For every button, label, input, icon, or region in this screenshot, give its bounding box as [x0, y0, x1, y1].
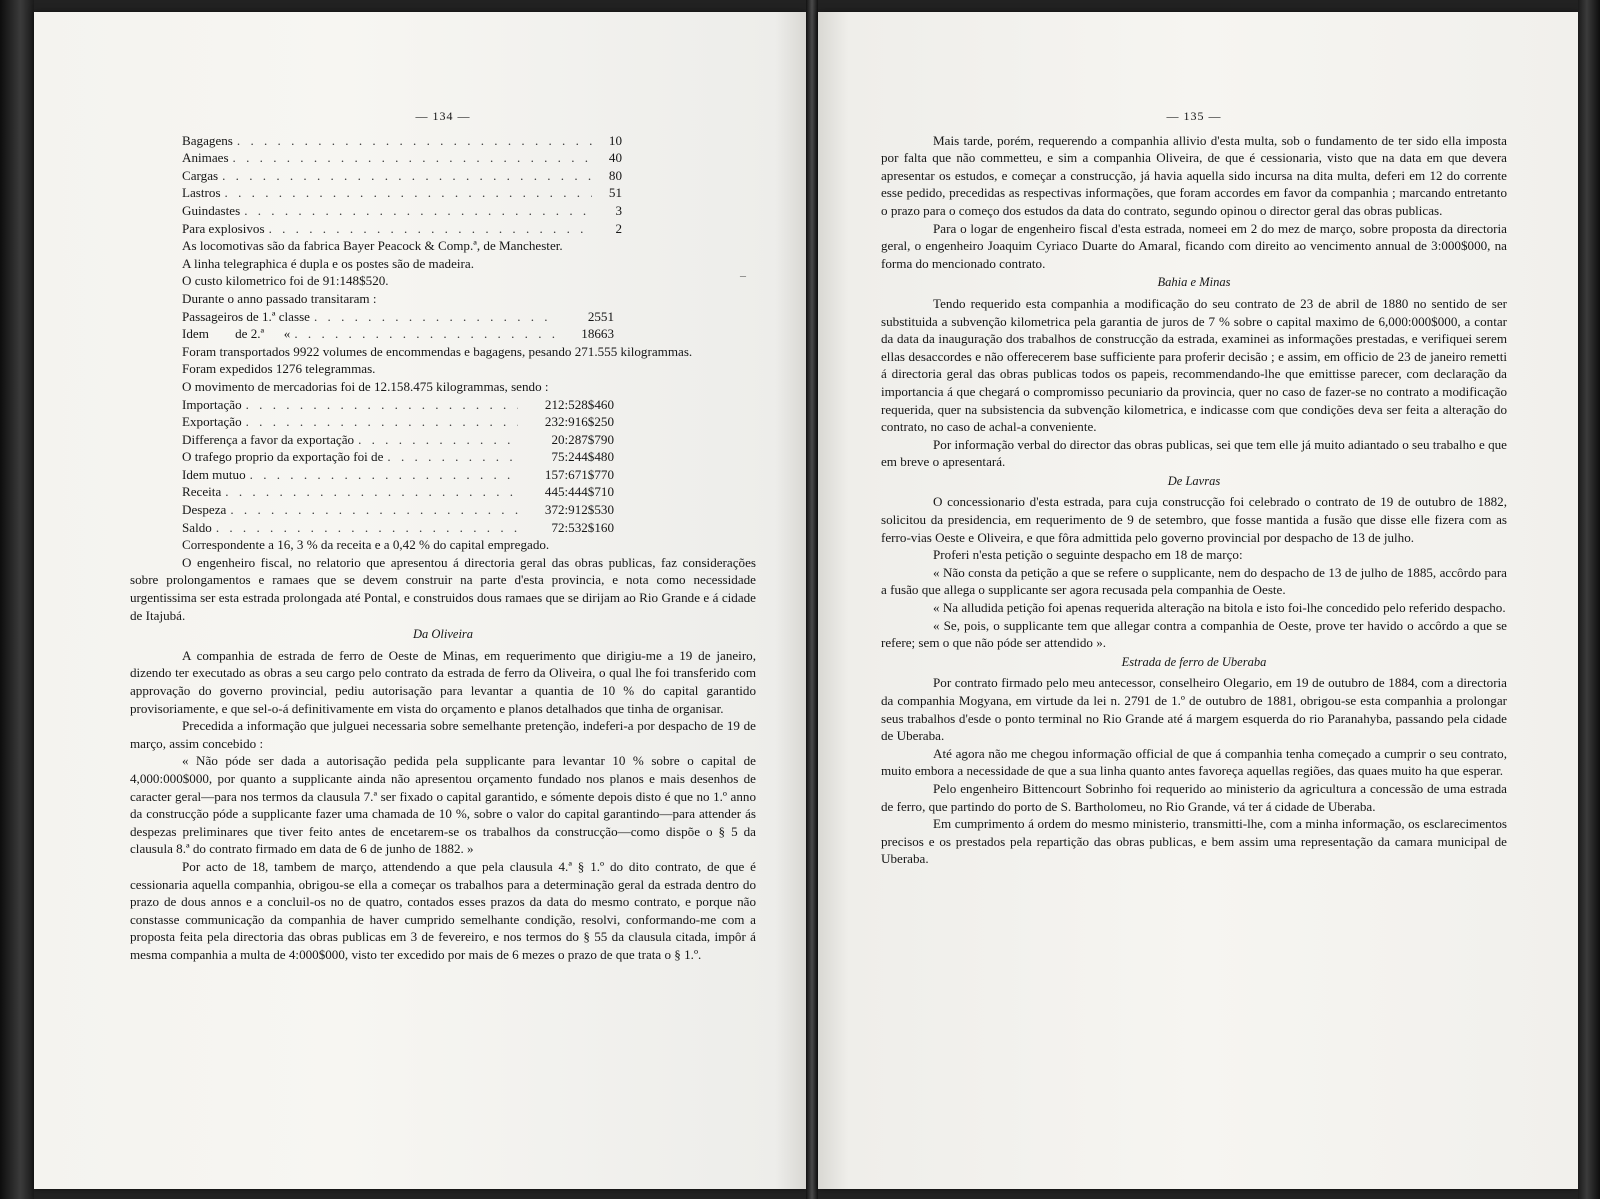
paragraph: Precedida a informação que julguei necessaria sobre semelhante pretenção, indeferi-a por despacho de 19 de março, assim concebido :: [130, 718, 756, 751]
list-row: [182, 132, 622, 150]
vehicle-list: [182, 132, 622, 238]
row-value: 18663: [581, 326, 614, 342]
list-row: [182, 308, 614, 326]
page-number: — 135 —: [1166, 109, 1222, 123]
row-label: Lastros: [182, 185, 221, 201]
row-label: Guindastes: [182, 202, 241, 218]
row-label: Differença a favor da exportação: [182, 431, 355, 447]
paragraph: Tendo requerido esta companhia a modificação do seu contrato de 23 de abril de 1880 no sentido de ser substituida a subvenção kilometrica pela garantia de juros de 7 % sobre o capital maximo de 6,000:000$000, a contar da data da inauguração dos trabalhos de construcção da estrada, examinei as informações prestadas, e verifiquei serem ellas desaccordes e não offerecerem base sufficiente para proferir decisão ; e assim, em officio de 23 de janeiro remetti á directoria geral das obras publicas todos os papeis, recommendando-lhe que emittisse parecer, com declaração da importancia á que chegará o compromisso pecuniario da provincia, quer no caso de fazer-se no contrato a modificação requerida, quer na subsistencia da subvenção kilometrica, e indicasse com que condições deva ser feita a alteração do contrato, no caso de achal-a conveniente.: [881, 295, 1507, 435]
scan-edge-left: [0, 0, 34, 1199]
paragraph: Proferi n'esta petição o seguinte despacho em 18 de março:: [933, 547, 1243, 563]
row-label: Idem mutuo: [182, 466, 246, 482]
paragraph: « Se, pois, o supplicante tem que allegar contra a companhia de Oeste, prove ter havido o accôrdo a que se refere; sem o que não póde ser attendido ».: [881, 617, 1507, 651]
paragraph: « Não consta da petição a que se refere o supplicante, nem do despacho de 13 de julho de 1885, accôrdo para a fusão que allega o supplicante ser agora recusada pela companhia de Oeste.: [881, 564, 1507, 598]
row-value: 445:444$710: [544, 484, 614, 500]
row-value: 2551: [587, 308, 614, 324]
list-row: [182, 396, 614, 414]
list-row: [182, 448, 614, 466]
paragraph: Mais tarde, porém, requerendo a companhia allivio d'esta multa, sob o fundamento de ter sido ella imposta por falta que não commetteu, e sim a companhia Oliveira, de que é cessionaria, visto que na data em que devera apresentar os estudos, e começar a construcção, já havia aquella sido incursa na dita multa, deferi em 12 do corrente esse pedido, precedidas as respectivas informações, que foram accordes em favor da companhia ; marcando entretanto o prazo para o começo dos estudos da data do contrato, segundo opinou o director geral das obras publicas.: [881, 132, 1507, 218]
list-row: [182, 413, 614, 431]
paragraph: Em cumprimento á ordem do mesmo ministerio, transmitti-lhe, com a minha informação, os esclarecimentos precisos e os prestados pela repartição das obras publicas, e bem assim uma representação da camara municipal de Uberaba.: [881, 816, 1507, 867]
row-value: 75:244$480: [551, 449, 614, 465]
list-row: [182, 466, 614, 484]
row-label: Bagagens: [182, 132, 233, 148]
row-value: 72:532$160: [551, 519, 614, 535]
passenger-list: [182, 308, 614, 343]
list-row: [182, 431, 614, 449]
paragraph: Pelo engenheiro Bittencourt Sobrinho foi requerido ao ministerio da agricultura a concessão de uma estrada de ferro, que partindo do porto de S. Bartholomeu, no Rio Grande, vá ter á cidade de Uberaba.: [881, 780, 1507, 814]
paragraph: « Não póde ser dada a autorisação pedida pela supplicante para levantar 10 % sobre o capital de 4,000:000$000, por quanto a supplicante ainda não apresentou orçamento fundado nos planos e mais desenhos de caracter geral—para nos termos da clausula 7.ª ser fixado o capital garantido, e sómente depois disto é que no 1.º anno da construcção póde a supplicante fazer uma chamada de 10 %, sobre o valor do capital garantindo—para attender ás despezas preliminares que tiver feito antes de encetarem-se os trabalhos da construcção—como dispõe o § 5 da clausula 8.ª do contrato firmado em data de 6 de junho de 1882. »: [130, 753, 756, 857]
list-row: [182, 501, 614, 519]
page-135-content: [881, 108, 1507, 868]
paragraph: O concessionario d'esta estrada, para cuja construcção foi celebrado o contrato de 19 de outubro de 1882, solicitou da presidencia, em requerimento de 9 de setembro, que fosse mantida a fusão que disse elle fizera com as ferro-vias Oeste e Oliveira, e que fôra admittida pelo governo provincial por despacho de 13 de julho.: [881, 494, 1507, 545]
paragraph: A linha telegraphica é dupla e os postes são de madeira.: [182, 255, 474, 271]
finance-list: [182, 396, 614, 537]
list-row: [182, 519, 614, 537]
row-value: 3: [615, 202, 622, 218]
list-row: [182, 167, 622, 185]
row-value: 2: [615, 220, 622, 236]
paragraph: Correspondente a 16, 3 % da receita e a 0,42 % do capital empregado.: [182, 537, 550, 553]
row-value: 51: [608, 185, 622, 201]
section-heading: Da Oliveira: [412, 627, 474, 642]
paragraph: Durante o anno passado transitaram :: [182, 290, 377, 306]
paragraph: Foram expedidos 1276 telegrammas.: [182, 361, 376, 377]
paragraph: Por acto de 18, tambem de março, attendendo a que pela clausula 4.ª § 1.º do dito contrato, de que é cessionaria aquella companhia, obrigou-se ella a começar os trabalhos para a determinação geral da estrada dentro do prazo de dous annos e a concluil-os no de quatro, contados esses prazos da data do mesmo contrato, e porque não constasse communicação da companhia de haver cumprido semelhante condição, resolvi, conformando-me com a proposta feita pela directoria das obras publicas em 3 de fevereiro, e nos termos do § 55 da clausula citada, impôr á mesma companhia a multa de 4:000$000, visto ter excedido por mais de 6 mezes o prazo de que trata o § 1.º.: [130, 858, 756, 962]
row-value: 212:528$460: [544, 396, 614, 412]
paragraph: « Na alludida petição foi apenas requerida alteração na bitola e isto foi-lhe concedido pelo referido despacho.: [933, 600, 1506, 616]
list-row: [182, 220, 622, 238]
page-134-content: [130, 108, 756, 964]
page-number: — 134 —: [415, 109, 471, 123]
scan-edge-right: [1578, 0, 1600, 1199]
ink-mark: –: [740, 268, 746, 282]
row-label: O trafego proprio da exportação foi de: [182, 449, 384, 465]
paragraph: As locomotivas são da fabrica Bayer Peacock & Comp.ª, de Manchester.: [182, 238, 563, 254]
row-value: 157:671$770: [544, 466, 614, 482]
row-label: Receita: [182, 484, 222, 500]
section-heading: Bahia e Minas: [1157, 275, 1231, 290]
book-gutter: [806, 0, 818, 1199]
row-label: Para explosivos: [182, 220, 265, 236]
row-label: Cargas: [182, 167, 219, 183]
row-value: 80: [608, 167, 622, 183]
list-row: [182, 202, 622, 220]
row-label: Animaes: [182, 150, 229, 166]
row-value: 10: [608, 132, 622, 148]
section-heading: De Lavras: [1167, 473, 1221, 488]
paragraph: Por contrato firmado pelo meu antecessor, conselheiro Olegario, em 19 de outubro de 1884, com a directoria da companhia Mogyana, em virtude da lei n. 2791 de 1.º de outubro de 1881, obrigou-se esta companhia a prolongar seus trabalhos d'esde o ponto terminal no Rio Grande até á margem esquerda do rio Paranahyba, passando pela cidade de Uberaba.: [881, 675, 1507, 744]
paragraph: Para o logar de engenheiro fiscal d'esta estrada, nomeei em 2 do mez de março, sobre proposta da directoria geral, o engenheiro Joaquim Cyriaco Duarte do Amaral, ficando com direito ao vencimento annual de 3:000$000, na forma do mencionado contrato.: [881, 220, 1507, 271]
paragraph: O custo kilometrico foi de 91:148$520.: [182, 273, 389, 289]
paragraph: O movimento de mercadorias foi de 12.158.475 kilogrammas, sendo :: [182, 378, 549, 394]
section-heading: Estrada de ferro de Uberaba: [1121, 654, 1267, 669]
row-value: 372:912$530: [544, 502, 614, 518]
row-value: 232:916$250: [544, 414, 614, 430]
list-row: [182, 325, 614, 343]
row-value: 20:287$790: [551, 431, 614, 447]
row-label: Saldo: [182, 519, 212, 535]
paragraph: Foram transportados 9922 volumes de encommendas e bagagens, pesando 271.555 kilogrammas.: [182, 343, 693, 359]
row-label: Despeza: [182, 502, 227, 518]
row-value: 40: [608, 150, 622, 166]
paragraph: Por informação verbal do director das obras publicas, sei que tem elle já muito adiantado o seu trabalho e que em breve o apresentará.: [881, 436, 1507, 470]
paragraph: Até agora não me chegou informação official de que á companhia tenha começado a cumprir o seu contrato, muito embora a necessidade de que a sua linha quanto antes favoreça aquellas regiões, das quaes muito ha que esperar.: [881, 745, 1507, 779]
row-label: Idem de 2.ª «: [182, 326, 291, 342]
page-134: [34, 12, 806, 1189]
page-135: [818, 12, 1578, 1189]
list-row: [182, 184, 622, 202]
row-label: Passageiros de 1.ª classe: [182, 308, 310, 324]
list-row: [182, 149, 622, 167]
list-row: [182, 483, 614, 501]
paragraph: A companhia de estrada de ferro de Oeste de Minas, em requerimento que dirigiu-me a 19 de janeiro, dizendo ter executado as obras a seu cargo pelo contrato da estrada de ferro da Oliveira, o qual lhe foi transferido com approvação do governo provincial, pediu autorisação para levantar a quantia de 10 % do capital garantido provisoriamente, e que sel-o-á definitivamente em vista do orçamento e planos detalhados que tinha de organisar.: [130, 647, 756, 716]
row-label: Importação: [182, 396, 242, 412]
paragraph: O engenheiro fiscal, no relatorio que apresentou á directoria geral das obras publicas, faz considerações sobre prolongamentos e ramaes que se devem construir na parte d'esta provincia, e nota como necessidade urgentissima ser esta estrada prolongada até Pontal, e construidos dous ramaes que se dirijam ao Rio Grande e á cidade de Itajubá.: [130, 554, 756, 623]
row-label: Exportação: [182, 414, 242, 430]
